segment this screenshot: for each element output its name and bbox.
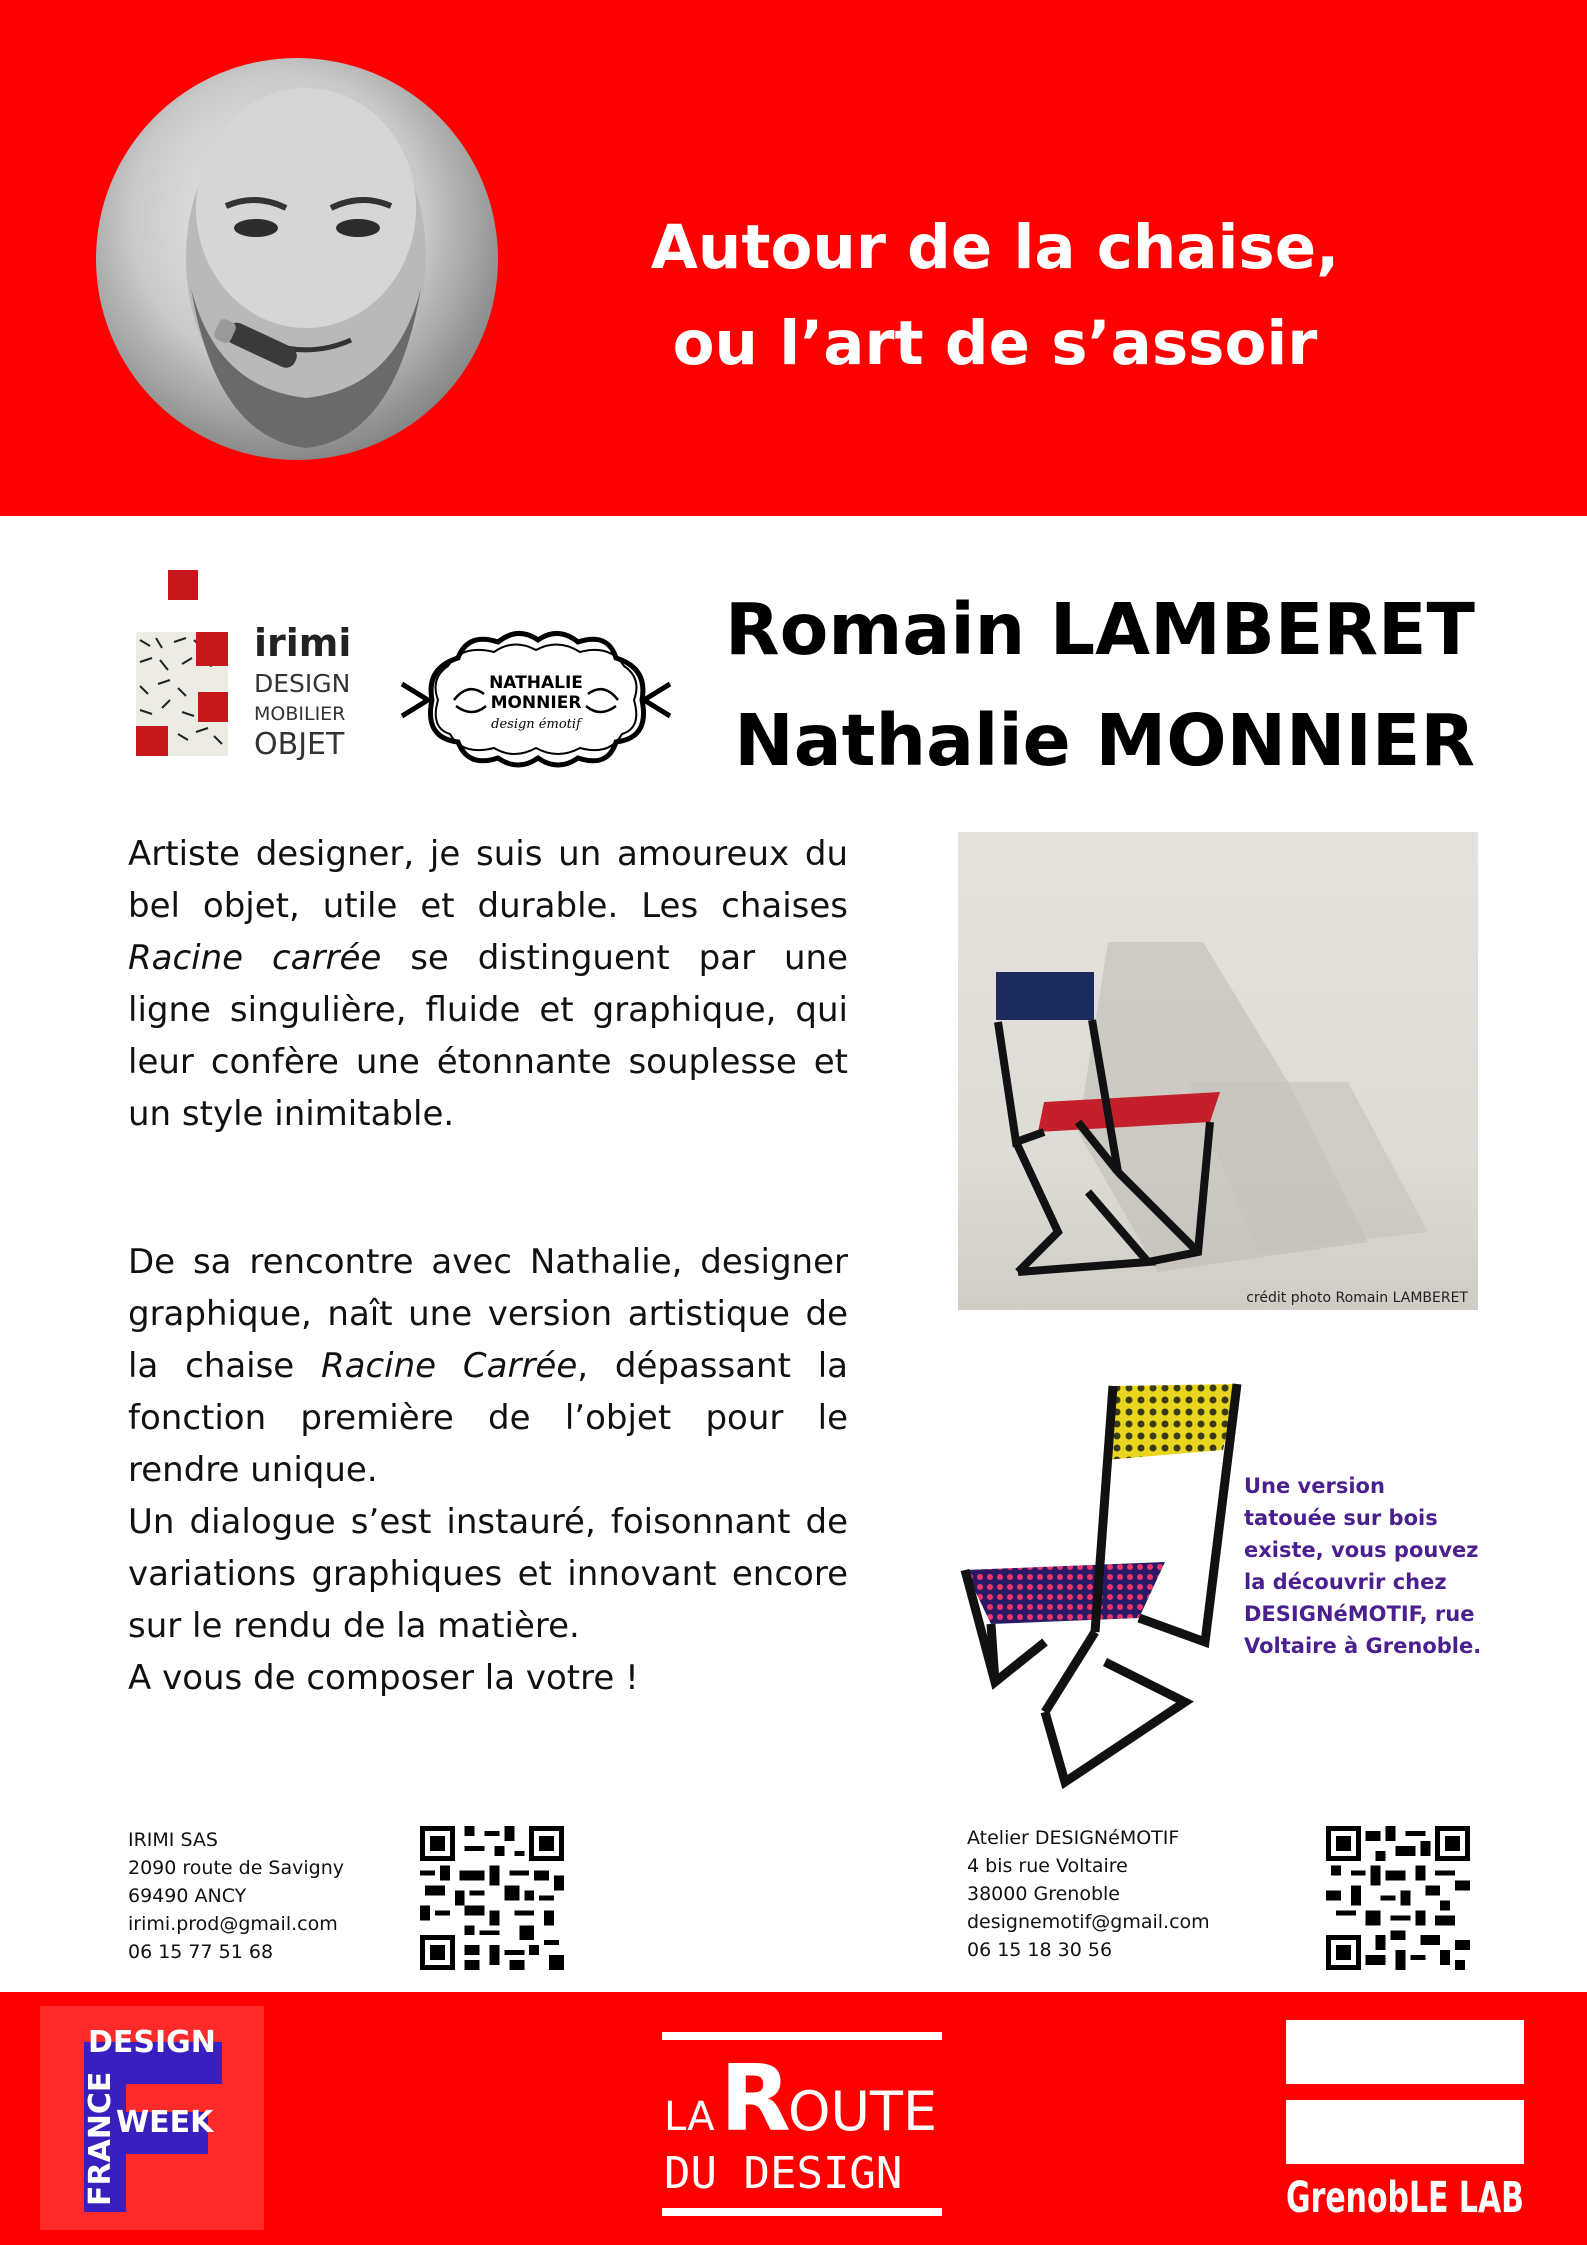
title-line-2: ou l’art de s’assoir <box>672 308 1318 379</box>
designer-names <box>700 574 1475 796</box>
contact-irimi <box>128 1826 428 1966</box>
tattoo-version-note: Une version tatouée sur bois existe, vous pouvez la découvrir chez DESIGNéMOTIF, rue Voltaire à Grenoble. <box>1244 1474 1482 1658</box>
atelier-phone[interactable]: 06 15 18 30 56 <box>967 1939 1113 1961</box>
nathalie-monnier-logo <box>398 628 674 770</box>
atelier-city: 38000 Grenoble <box>967 1883 1120 1905</box>
grenoble-lab-logo <box>1286 2020 1526 2218</box>
monnier-logo-last: MONNIER <box>490 693 582 713</box>
monnier-logo-first: NATHALIE <box>489 673 583 693</box>
intro-paragraph <box>128 828 848 1140</box>
name-romain: Romain LAMBERET <box>724 588 1475 671</box>
chair-illustration <box>958 832 1478 1310</box>
irimi-city: 69490 ANCY <box>128 1885 247 1907</box>
portrait-photo <box>96 58 498 460</box>
atelier-street: 4 bis rue Voltaire <box>967 1855 1128 1877</box>
monnier-logo-mark <box>398 628 674 770</box>
chair-photo <box>958 832 1478 1310</box>
fdw-france-text: FRANCE <box>83 2071 118 2206</box>
qr-code-irimi-icon <box>420 1826 564 1970</box>
irimi-logo-objet: OBJET <box>254 727 345 760</box>
la-route-du-design-logo <box>662 2032 942 2216</box>
tattooed-chair-illustration <box>955 1382 1245 1790</box>
name-nathalie: Nathalie MONNIER <box>734 699 1475 782</box>
route-r-text: R <box>720 2045 791 2152</box>
title-line-1: Autour de la chaise, <box>650 212 1340 283</box>
atelier-company: Atelier DESIGNéMOTIF <box>967 1827 1180 1849</box>
route-du-design-mark <box>662 2032 942 2216</box>
qr-code-atelier[interactable] <box>1326 1826 1470 1970</box>
contact-atelier <box>967 1824 1307 1964</box>
grenoble-lab-text: GrenobLE LAB <box>1286 2173 1524 2218</box>
p1-text-a: Artiste designer, je suis un amoureux du bel objet, utile et durable. Les chaises <box>128 834 848 926</box>
irimi-logo-design: DESIGN <box>254 669 351 698</box>
p4-block: A vous de composer la votre ! <box>128 1658 639 1698</box>
story-paragraph <box>128 1236 848 1704</box>
qr-code-irimi[interactable] <box>420 1826 564 1970</box>
p2-text-b: , dépassant la fonction première de l’objet pour le rendre unique. <box>128 1346 848 1490</box>
fdw-design-text: DESIGN <box>88 2025 216 2060</box>
portrait-illustration <box>96 58 498 460</box>
atelier-email[interactable]: designemotif@gmail.com <box>967 1911 1210 1933</box>
route-la-text: LA <box>664 2094 715 2140</box>
qr-code-atelier-icon <box>1326 1826 1470 1970</box>
irimi-company: IRIMI SAS <box>128 1829 218 1851</box>
p2-emphasis: Racine Carrée <box>321 1346 578 1386</box>
tattooed-chair-photo <box>955 1382 1245 1790</box>
poster-title <box>600 200 1390 392</box>
irimi-email[interactable]: irimi.prod@gmail.com <box>128 1913 338 1935</box>
irimi-logo-name: irimi <box>254 621 352 665</box>
p2-block <box>128 1236 848 1496</box>
p2-text-a: De sa rencontre avec Nathalie, designer graphique, naît une version artistique de la chaise <box>128 1242 848 1386</box>
p3-block: Un dialogue s’est instauré, foisonnant de variations graphiques et innovant encore sur le rendu de la matière. <box>128 1502 848 1646</box>
france-design-week-logo <box>40 2006 264 2230</box>
irimi-street: 2090 route de Savigny <box>128 1857 344 1879</box>
irimi-logo <box>134 570 364 760</box>
irimi-phone[interactable]: 06 15 77 51 68 <box>128 1941 274 1963</box>
route-du-design-text: DU DESIGN <box>664 2148 903 2199</box>
grenoble-lab-mark <box>1286 2020 1526 2218</box>
irimi-logo-mark <box>134 570 364 760</box>
irimi-logo-mobilier: MOBILIER <box>254 703 346 725</box>
photo-credit: crédit photo Romain LAMBERET <box>1246 1290 1468 1306</box>
route-oute-text: OUTE <box>788 2080 938 2143</box>
p1-text-b: se distinguent par une ligne singulière, fluide et graphique, qui leur confère une étonnante souplesse et un style inimitable. <box>128 938 848 1134</box>
fdw-week-text: WEEK <box>116 2105 214 2140</box>
monnier-logo-tagline: design émotif <box>491 717 581 732</box>
p1-emphasis: Racine carrée <box>128 938 382 978</box>
france-design-week-mark <box>40 2006 264 2230</box>
